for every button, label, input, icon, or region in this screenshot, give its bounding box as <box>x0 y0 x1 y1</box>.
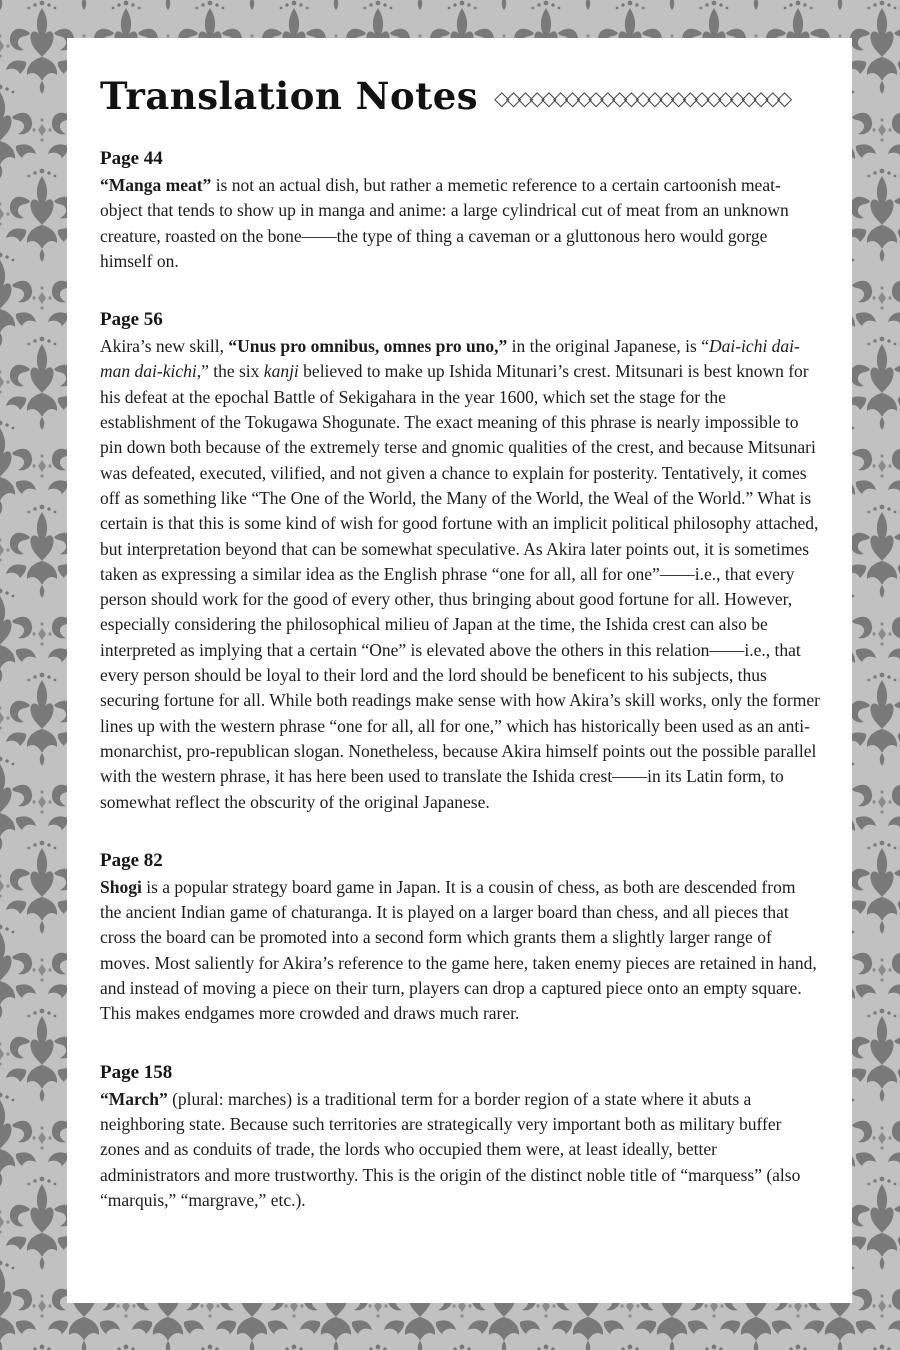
diamond-chain-ornament: ◇◇◇◇◇◇◇◇◇◇◇◇◇◇◇◇◇◇◇◇◇◇◇◇◇ <box>494 86 789 110</box>
note-paragraph: Shogi is a popular strategy board game in Japan. It is a cousin of chess, as both are descended from the ancient Indian game of chaturanga. It is played on a larger board than chess, and all pieces that cross the board can be promoted into a second form which grants them a slightly larger range of moves. Most saliently for Akira’s reference to the game here, taken enemy pieces are retained in hand, and instead of moving a piece on their turn, players can drop a captured piece onto an empty square. This makes endgames more crowded and draws much rarer. <box>100 876 817 1024</box>
note-heading: Page 56 <box>100 309 163 331</box>
note-heading: Page 44 <box>100 148 163 169</box>
note-section-page-82 <box>100 850 820 1027</box>
note-paragraph: “March” (plural: marches) is a traditional term for a border region of a state where it abuts a neighboring state. Because such territories are strategically very important both as military buffer zones and as conduits of trade, the lords who occupied them were, at least ideally, better administrators and more trustworthy. This is the origin of the distinct noble title of “marquess” (also “marquis,” “margrave,” etc.). <box>100 1088 801 1210</box>
note-section-page-158 <box>100 1062 820 1213</box>
note-heading: Page 158 <box>100 1061 173 1083</box>
note-section-page-56 <box>100 309 820 815</box>
note-paragraph: “Manga meat” is not an actual dish, but rather a memetic reference to a certain cartoonish meat-object that tends to show up in manga and anime: a large cylindrical cut of meat from an unknown creature, roasted on the bone——the type of thing a caveman or a gluttonous hero would gorge himself on. <box>100 175 789 271</box>
title-row <box>100 70 820 122</box>
note-paragraph: Akira’s new skill, “Unus pro omnibus, omnes pro uno,” in the original Japanese, is “Dai-ichi dai-man dai-kichi,” the six kanji believed to make up Ishida Mitunari’s crest. Mitsunari is best known for his defeat at the epochal Battle of Sekigahara in the year 1600, which set the stage for the establishment of the Tokugawa Shogunate. The exact meaning of this phrase is nearly impossible to pin down both because of the extremely terse and gnomic qualities of the crest, and because Mitsunari was defeated, executed, vilified, and not given a chance to explain for posterity. Tentatively, it comes off as something like “The One of the World, the Many of the World, the Weal of the World.” What is certain is that this is some kind of wish for good fortune with an implicit political philosophy attached, but interpretation beyond that can be somewhat speculative. As Akira later points out, it is sometimes taken as expressing a similar idea as the English phrase “one for all, all for one”——i.e., that every person should work for the good of every other, thus bringing about good fortune for all. However, especially considering the philosophical milieu of Japan at the time, the Ishida crest can also be interpreted as implying that a certain “One” is elevated above the others in this relation——i.e., that every person should be loyal to their lord and the lord should be beneficent to his subjects, thus securing fortune for all. While both readings make sense with how Akira’s skill works, only the former lines up with the western phrase “one for all, all for one,” which has historically been used as an anti-monarchist, pro-republican slogan. Nonetheless, because Akira himself points out the possible parallel with the western phrase, it has here been used to translate the Ishida crest——in its Latin form, to somewhat reflect the obscurity of the original Japanese. <box>100 336 820 812</box>
content-panel <box>67 38 852 1303</box>
note-heading: Page 82 <box>100 849 163 871</box>
note-section-page-44 <box>100 148 820 274</box>
page-title: Translation Notes <box>100 74 479 118</box>
